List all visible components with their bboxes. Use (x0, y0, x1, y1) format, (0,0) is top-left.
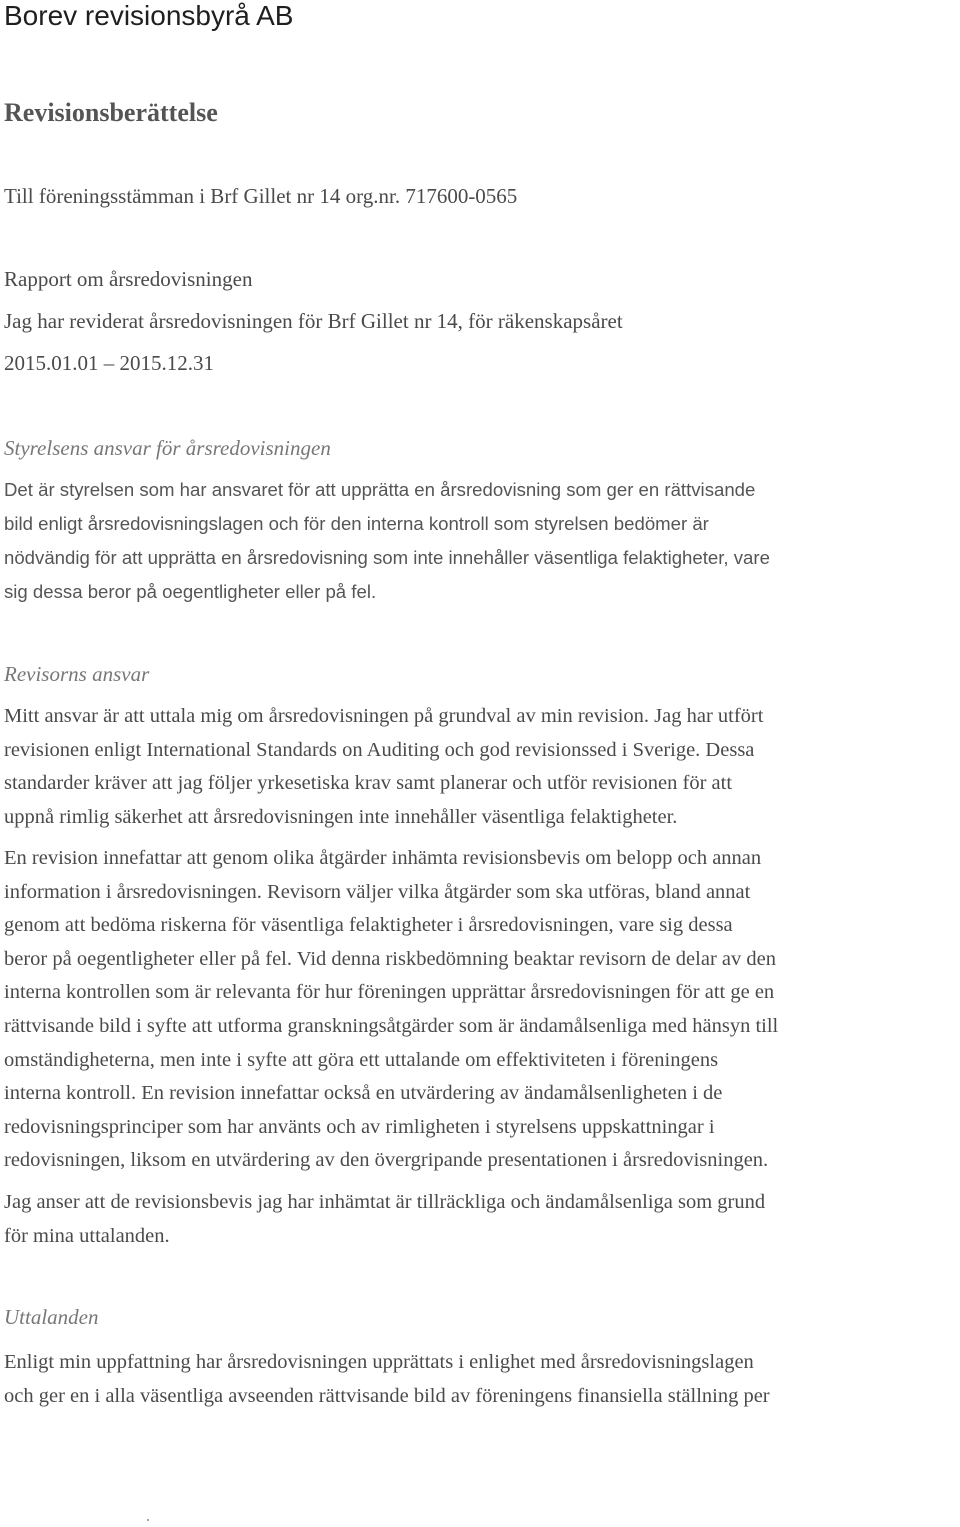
paragraph-line: nödvändig för att upprätta en årsredovisning som inte innehåller väsentliga felaktigheter, vare (4, 547, 770, 568)
paragraph-line: omständigheterna, men inte i syfte att göra ett uttalande om effektiviteten i föreningens (4, 1048, 719, 1071)
auditor-paragraph-3 (4, 1186, 765, 1253)
auditor-paragraph-1 (4, 700, 763, 834)
paragraph-line: Jag anser att de revisionsbevis jag har inhämtat är tillräckliga och ändamålsenliga som grund (4, 1191, 766, 1213)
paragraph-line: redovisningsprinciper som har använts och av rimligheten i styrelsens uppskattningar i (4, 1115, 715, 1138)
paragraph-line: genom att bedöma riskerna för väsentliga felaktigheter i årsredovisningen, vare sig dessa (4, 914, 733, 937)
board-heading: Styrelsens ansvar för årsredovisningen (4, 436, 331, 460)
report-heading: Rapport om årsredovisningen (4, 267, 253, 291)
paragraph-line: bild enligt årsredovisningslagen och för den interna kontroll som styrelsen bedömer är (4, 513, 709, 534)
paragraph-line: beror på oegentligheter eller på fel. Vid denna riskbedömning beaktar revisorn de delar av den (4, 947, 776, 970)
addressee: Till föreningsstämman i Brf Gillet nr 14 org.nr. 717600-0565 (4, 184, 518, 208)
paragraph-line: Det är styrelsen som har ansvaret för att upprätta en årsredovisning som ger en rättvisande (4, 479, 756, 500)
paragraph-line: och ger en i alla väsentliga avseenden rättvisande bild av föreningens finansiella ställning per (4, 1384, 770, 1407)
paragraph-line: Enligt min uppfattning har årsredovisningen upprättats i enlighet med årsredovisningslagen (4, 1351, 754, 1373)
document-title: Revisionsberättelse (4, 98, 218, 127)
auditor-paragraph-2 (4, 842, 778, 1178)
paragraph-line: redovisningen, liksom en utvärdering av den övergripande presentationen i årsredovisningen. (4, 1149, 769, 1172)
paragraph-line: uppnå rimlig säkerhet att årsredovisningen inte innehåller väsentliga felaktigheter. (4, 805, 678, 828)
statements-heading: Uttalanden (4, 1305, 99, 1329)
statements-paragraph (4, 1346, 770, 1413)
paragraph-line: för mina uttalanden. (4, 1224, 170, 1247)
scan-speck (147, 1519, 149, 1521)
board-paragraph (4, 473, 770, 609)
paragraph-line: rättvisande bild i syfte att utforma granskningsåtgärder som är ändamålsenliga med hänsyn till (4, 1014, 779, 1037)
paragraph-line: interna kontrollen som är relevanta för hur föreningen upprättar årsredovisningen för att ge en (4, 981, 775, 1004)
report-intro-line: Jag har reviderat årsredovisningen för Brf Gillet nr 14, för räkenskapsåret (4, 309, 623, 333)
paragraph-line: Mitt ansvar är att uttala mig om årsredovisningen på grundval av min revision. Jag har utfört (4, 705, 764, 727)
paragraph-line: En revision innefattar att genom olika åtgärder inhämta revisionsbevis om belopp och annan (4, 847, 762, 869)
paragraph-line: standarder kräver att jag följer yrkesetiska krav samt planerar och utför revisionen för att (4, 772, 733, 795)
paragraph-line: revisionen enligt International Standards on Auditing och god revisionssed i Sverige. Dessa (4, 738, 755, 761)
firm-name: Borev revisionsbyrå AB (4, 0, 294, 31)
report-period: 2015.01.01 – 2015.12.31 (4, 351, 214, 375)
auditor-heading: Revisorns ansvar (4, 662, 150, 686)
paragraph-line: information i årsredovisningen. Revisorn väljer vilka åtgärder som ska utföras, bland annat (4, 880, 751, 903)
paragraph-line: interna kontroll. En revision innefattar också en utvärdering av ändamålsenligheten i de (4, 1082, 723, 1105)
paragraph-line: sig dessa beror på oegentligheter eller på fel. (4, 581, 377, 602)
